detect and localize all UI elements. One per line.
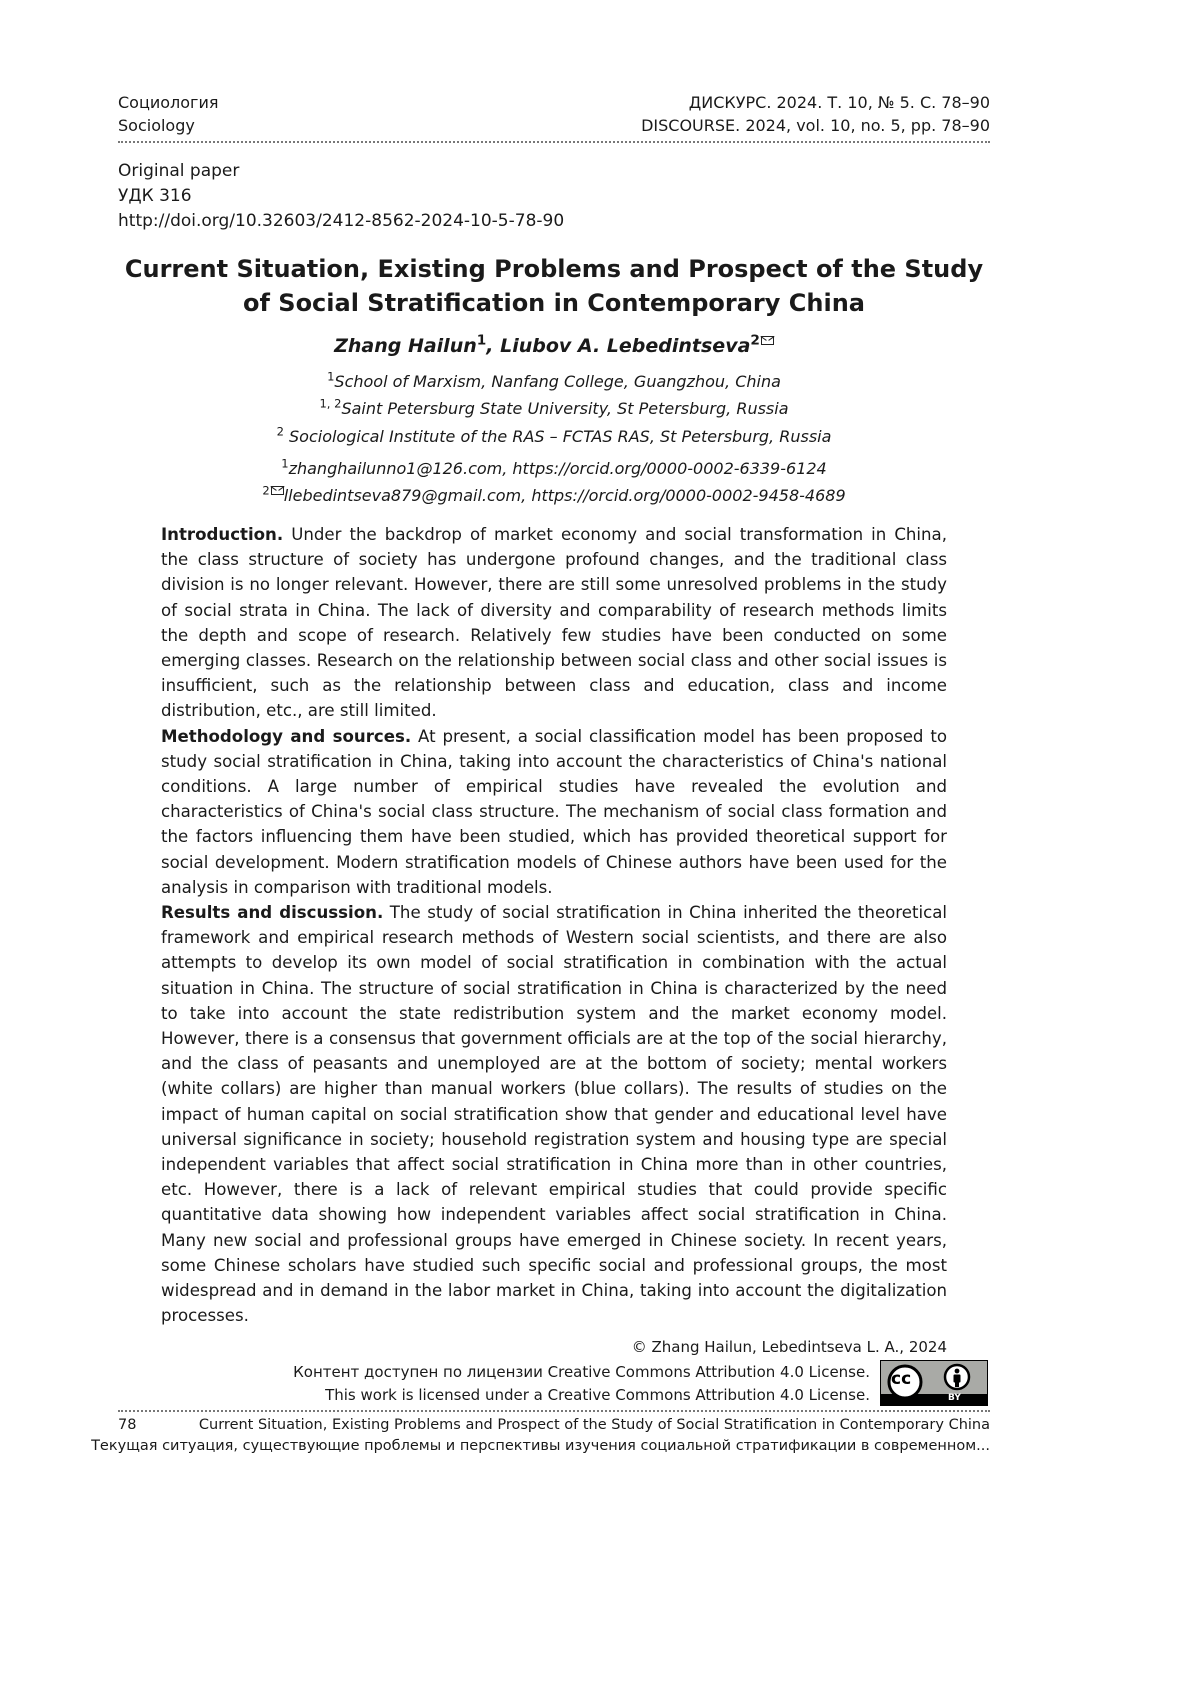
page-number: 78 — [118, 1417, 137, 1433]
results-label: Results and discussion. — [161, 903, 384, 923]
abstract-introduction — [161, 522, 947, 724]
contact-1 — [118, 458, 990, 480]
section-en: Sociology — [118, 116, 195, 135]
abstract — [161, 522, 947, 1329]
cc-badge-text: cc — [891, 1369, 912, 1389]
license-en: This work is licensed under a Creative Commons Attribution 4.0 License. — [325, 1386, 870, 1404]
doi-link[interactable]: http://doi.org/10.32603/2412-8562-2024-10-5-78-90 — [118, 211, 565, 231]
citation-en: DISCOURSE. 2024, vol. 10, no. 5, pp. 78–90 — [641, 116, 990, 135]
footer-divider — [118, 1410, 990, 1412]
affiliation-3 — [118, 426, 990, 448]
contact-1-text[interactable]: zhanghailunno1@126.com, https://orcid.org/0000-0002-6339-6124 — [288, 459, 827, 478]
section-ru: Социология — [118, 93, 219, 112]
affiliation-3-text: Sociological Institute of the RAS – FCTAS RAS, St Petersburg, Russia — [283, 427, 832, 446]
affiliation-1-text: School of Marxism, Nanfang College, Guangzhou, China — [334, 372, 781, 391]
footer-title-ru: Текущая ситуация, существующие проблемы и перспективы изучения социальной стратификации в современном... — [91, 1438, 990, 1454]
copyright: © Zhang Hailun, Lebedintseva L. A., 2024 — [631, 1338, 947, 1356]
paper-type: Original paper — [118, 161, 240, 181]
authors — [118, 332, 990, 360]
affiliation-2 — [118, 398, 990, 420]
license-ru: Контент доступен по лицензии Creative Commons Attribution 4.0 License. — [293, 1363, 870, 1381]
contact-2-sup: 2 — [262, 483, 270, 498]
author-2: Liubov A. Lebedintseva — [500, 335, 751, 357]
citation-ru: ДИСКУРС. 2024. Т. 10, № 5. С. 78–90 — [688, 93, 990, 112]
results-text: The study of social stratification in China inherited the theoretical framework and empirical research methods of Western social scientists, and there are also attempts to develop its own model of social stratification in combination with the actual situation in China. The structure of social stratification in China is characterized by the need to take into account the state redistribution system and the market economy model. However, there is a consensus that government officials are at the top of the social hierarchy, and the class of peasants and unemployed are at the bottom of society; mental workers (white collars) are higher than manual workers (blue collars). The results of studies on the impact of human capital on social stratification show that gender and educational level have universal significance in society; household registration system and housing type are special independent variables that affect social stratification in China more than in other countries, etc. However, there is a lack of relevant empirical studies that could provide specific quantitative data showing how independent variables affect social stratification in China. Many new social and professional groups have emerged in Chinese society. In recent years, some Chinese scholars have studied such specific social and professional groups, the most widespread and in demand in the labor market in China, taking into account the digitalization processes. — [161, 903, 947, 1326]
introduction-text: Under the backdrop of market economy and social transformation in China, the class structure of society has undergone profound changes, and the traditional class division is no longer relevant. However, there are still some unresolved problems in the study of social strata in China. The lack of diversity and comparability of research methods limits the depth and scope of research. Relatively few studies have been conducted on some emerging classes. Research on the relationship between social class and other social issues is insufficient, such as the relationship between class and education, class and income distribution, etc., are still limited. — [161, 525, 947, 721]
mail-icon — [271, 486, 284, 495]
affiliation-2-sup: 1, 2 — [319, 396, 342, 411]
introduction-label: Introduction. — [161, 525, 284, 544]
by-badge-text: BY — [948, 1393, 961, 1403]
methodology-label: Methodology and sources. — [161, 726, 412, 746]
author-1-sup: 1 — [476, 332, 487, 349]
cc-by-license-badge[interactable] — [880, 1360, 988, 1406]
journal-citation — [641, 91, 990, 137]
abstract-methodology — [161, 724, 947, 900]
article-title — [118, 252, 990, 320]
title-line-1: Current Situation, Existing Problems and Prospect of the Study — [124, 255, 984, 283]
header-divider — [118, 141, 990, 143]
author-1: Zhang Hailun — [334, 335, 477, 357]
affiliation-1 — [118, 371, 990, 393]
contact-2-text[interactable]: llebedintseva879@gmail.com, https://orcid.org/0000-0002-9458-4689 — [283, 486, 846, 505]
title-line-2: of Social Stratification in Contemporary China — [243, 289, 865, 317]
udk: УДК 316 — [118, 186, 192, 206]
article-meta — [118, 159, 564, 234]
affiliation-1-sup: 1 — [327, 369, 335, 384]
footer-title-en: Current Situation, Existing Problems and Prospect of the Study of Social Stratification in Contemporary China — [198, 1417, 990, 1433]
author-separator: , — [486, 335, 501, 357]
contact-1-sup: 1 — [281, 456, 289, 471]
author-2-sup: 2 — [750, 332, 760, 349]
mail-icon — [761, 336, 774, 345]
affiliation-2-text: Saint Petersburg State University, St Petersburg, Russia — [341, 399, 789, 418]
abstract-results — [161, 900, 947, 1328]
affiliation-3-sup: 2 — [276, 424, 284, 439]
contact-2 — [118, 485, 990, 507]
journal-section — [118, 91, 218, 137]
methodology-text: At present, a social classification model has been proposed to study social stratification in China, taking into account the characteristics of China's national conditions. A large number of empirical studies have revealed the evolution and characteristics of China's social class structure. The mechanism of social class formation and the factors influencing them have been studied, which has provided theoretical support for social development. Modern stratification models of Chinese authors have been used for the analysis in comparison with traditional models. — [161, 726, 947, 897]
